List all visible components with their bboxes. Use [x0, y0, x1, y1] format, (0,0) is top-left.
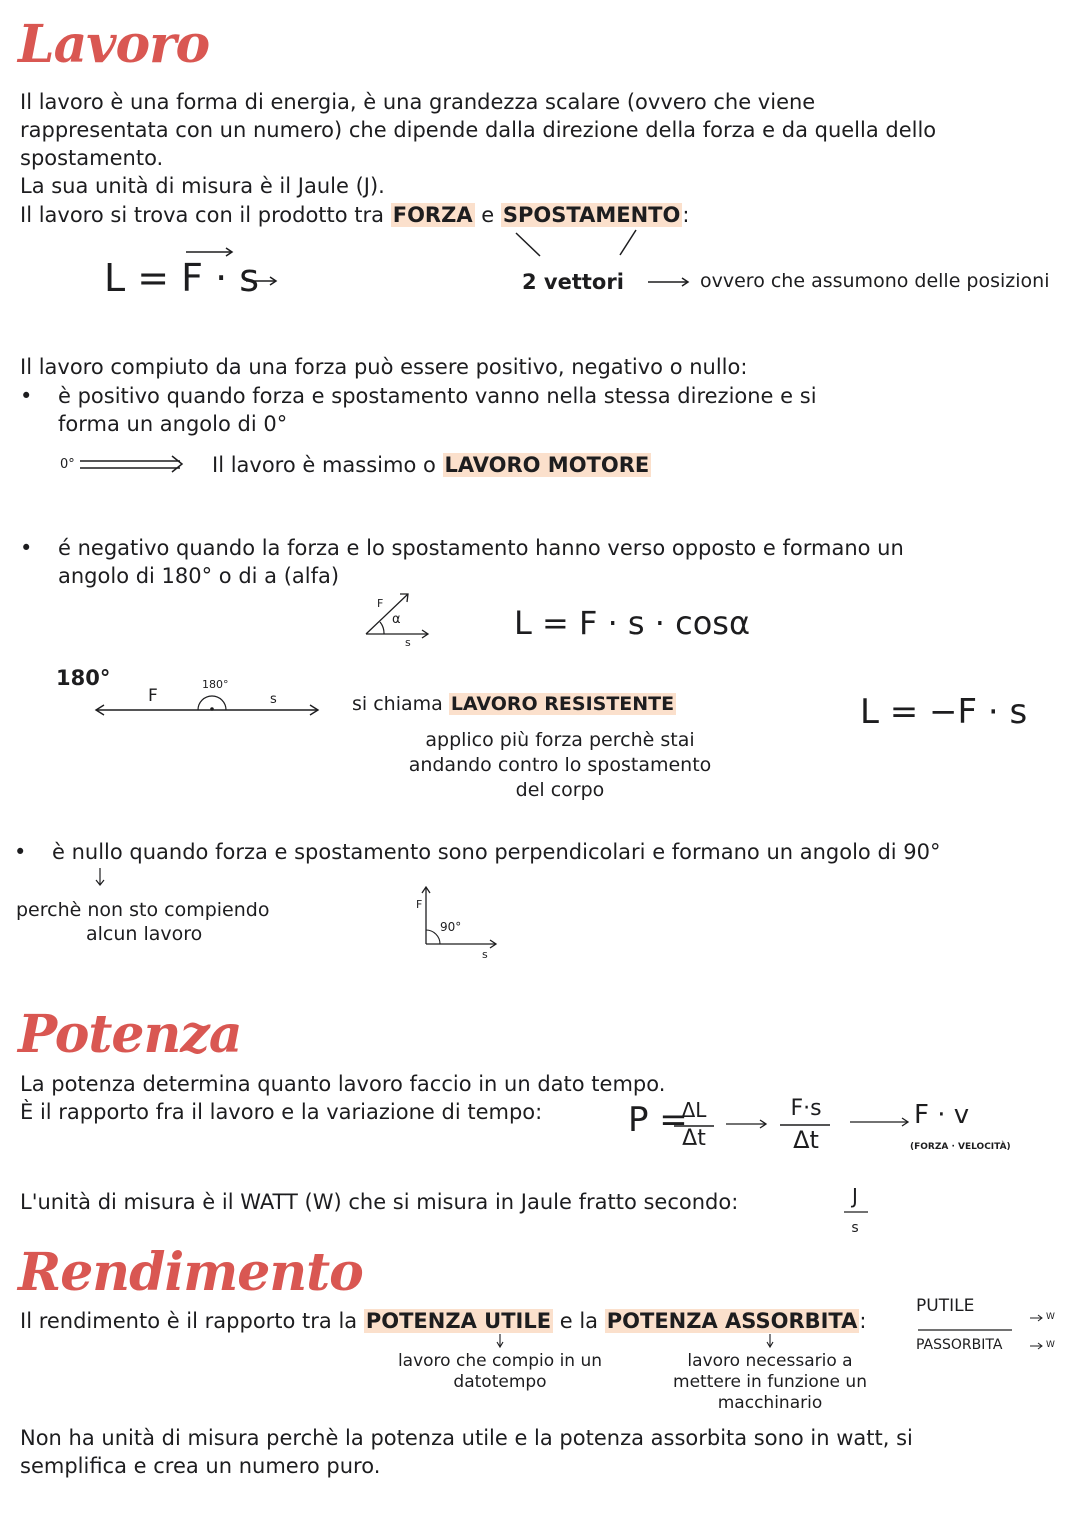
- angle-180-label: 180°: [56, 666, 111, 690]
- frac1-denominator: Δt: [682, 1126, 706, 1151]
- formula-cos: L = F · s · cosα: [514, 604, 751, 642]
- positive-line-1: • è positivo quando forza e spostamento vanno nella stessa direzione e si: [58, 382, 817, 410]
- opposite-f-label: F: [148, 686, 158, 706]
- lavoro-unit-line: La sua unità di misura è il Jaule (J).: [20, 174, 385, 198]
- lavoro-formula: L = F · s: [104, 256, 260, 300]
- zero-angle-label: 0°: [60, 457, 75, 472]
- watt-unit-1: W: [1046, 1312, 1055, 1322]
- angle-s-label: s: [405, 636, 411, 649]
- perp-90-label: 90°: [440, 920, 462, 934]
- potenza-line-2: È il rapporto fra il lavoro e la variazione di tempo:: [20, 1100, 543, 1124]
- null-note-1: perchè non sto compiendo: [16, 899, 270, 921]
- vettori-label: 2 vettori: [522, 270, 624, 294]
- potenza-assorbita-highlight: POTENZA ASSORBITA: [606, 1309, 858, 1333]
- rendimento-prefix: Il rendimento è il rapporto tra la: [20, 1309, 358, 1333]
- rendimento-e: e la: [559, 1309, 599, 1333]
- negative-line-1: • é negativo quando la forza e lo spostamento hanno verso opposto e formano un: [58, 534, 904, 562]
- product-prefix: Il lavoro si trova con il prodotto tra: [20, 203, 385, 227]
- watt-unit-2: W: [1046, 1340, 1055, 1350]
- resistente-note-2: andando contro lo spostamento: [408, 754, 712, 776]
- rendimento-final-2: semplifica e crea un numero puro.: [20, 1454, 381, 1478]
- lavoro-intro-line-2: rappresentata con un numero) che dipende dalla direzione della forza e da quella dello: [20, 118, 937, 142]
- note-utile-1: lavoro che compio in un: [397, 1351, 603, 1371]
- efficiency-denominator: PASSORBITA: [916, 1337, 1003, 1353]
- lavoro-intro-line-1: Il lavoro è una forma di energia, è una grandezza scalare (ovvero che viene: [20, 90, 816, 114]
- frac1-numerator: ΔL: [681, 1098, 707, 1122]
- potenza-line-1: La potenza determina quanto lavoro faccio in un dato tempo.: [20, 1072, 666, 1096]
- vettori-note: ovvero che assumono delle posizioni: [700, 270, 1050, 292]
- opposite-s-label: s: [270, 692, 277, 707]
- sign-intro: Il lavoro compiuto da una forza può essere positivo, negativo o nullo:: [20, 355, 748, 379]
- force-velocity-note: (FORZA · VELOCITÀ): [910, 1142, 1011, 1152]
- lavoro-resistente-highlight: LAVORO RESISTENTE: [450, 693, 675, 715]
- angle-alpha-label: α: [392, 612, 401, 627]
- rendimento-colon: :: [859, 1309, 867, 1333]
- frac2-denominator: Δt: [793, 1126, 819, 1154]
- efficiency-numerator: PUTILE: [916, 1296, 975, 1316]
- negative-line-2: angolo di 180° o di a (alfa): [58, 564, 340, 588]
- null-note-2: alcun lavoro: [86, 923, 203, 945]
- lavoro-title: Lavoro: [18, 14, 210, 75]
- positive-line-2: forma un angolo di 0°: [58, 412, 288, 436]
- angle-f-label: F: [377, 597, 384, 610]
- potenza-title: Potenza: [18, 1004, 242, 1065]
- lavoro-motore-highlight: LAVORO MOTORE: [444, 453, 650, 477]
- note-assorbita-3: macchinario: [717, 1393, 823, 1413]
- formula-negative: L = −F · s: [860, 692, 1028, 732]
- force-velocity-formula: F · v: [914, 1100, 970, 1130]
- spostamento-highlight: SPOSTAMENTO: [502, 203, 681, 227]
- resistente-note-1: applico più forza perchè stai: [425, 729, 695, 751]
- resistente-note-3: del corpo: [515, 779, 605, 801]
- note-assorbita-2: mettere in funzione un: [673, 1372, 867, 1392]
- product-colon: :: [682, 203, 690, 227]
- positive-result-prefix: Il lavoro è massimo o: [212, 453, 436, 477]
- perp-f-label: F: [416, 898, 423, 911]
- opposite-180-label: 180°: [202, 678, 229, 691]
- frac2-numerator: F·s: [790, 1096, 822, 1121]
- lavoro-intro-line-3: spostamento.: [20, 146, 164, 170]
- null-line: • è nullo quando forza e spostamento sono perpendicolari e formano un angolo di 90°: [52, 838, 941, 866]
- resistente-prefix: si chiama: [352, 693, 443, 715]
- forza-highlight: FORZA: [392, 203, 473, 227]
- unit-denominator: s: [851, 1220, 859, 1236]
- potenza-unit-line: L'unità di misura è il WATT (W) che si misura in Jaule fratto secondo:: [20, 1190, 739, 1214]
- note-utile-2: datotempo: [453, 1372, 547, 1392]
- rendimento-final-1: Non ha unità di misura perchè la potenza utile e la potenza assorbita sono in watt, si: [20, 1426, 913, 1450]
- potenza-p-equals: P =: [628, 1100, 688, 1140]
- potenza-utile-highlight: POTENZA UTILE: [365, 1309, 552, 1333]
- rendimento-title: Rendimento: [18, 1242, 363, 1303]
- product-e: e: [481, 203, 495, 227]
- perp-s-label: s: [482, 948, 488, 961]
- note-assorbita-1: lavoro necessario a: [687, 1351, 853, 1371]
- unit-numerator: J: [852, 1184, 858, 1208]
